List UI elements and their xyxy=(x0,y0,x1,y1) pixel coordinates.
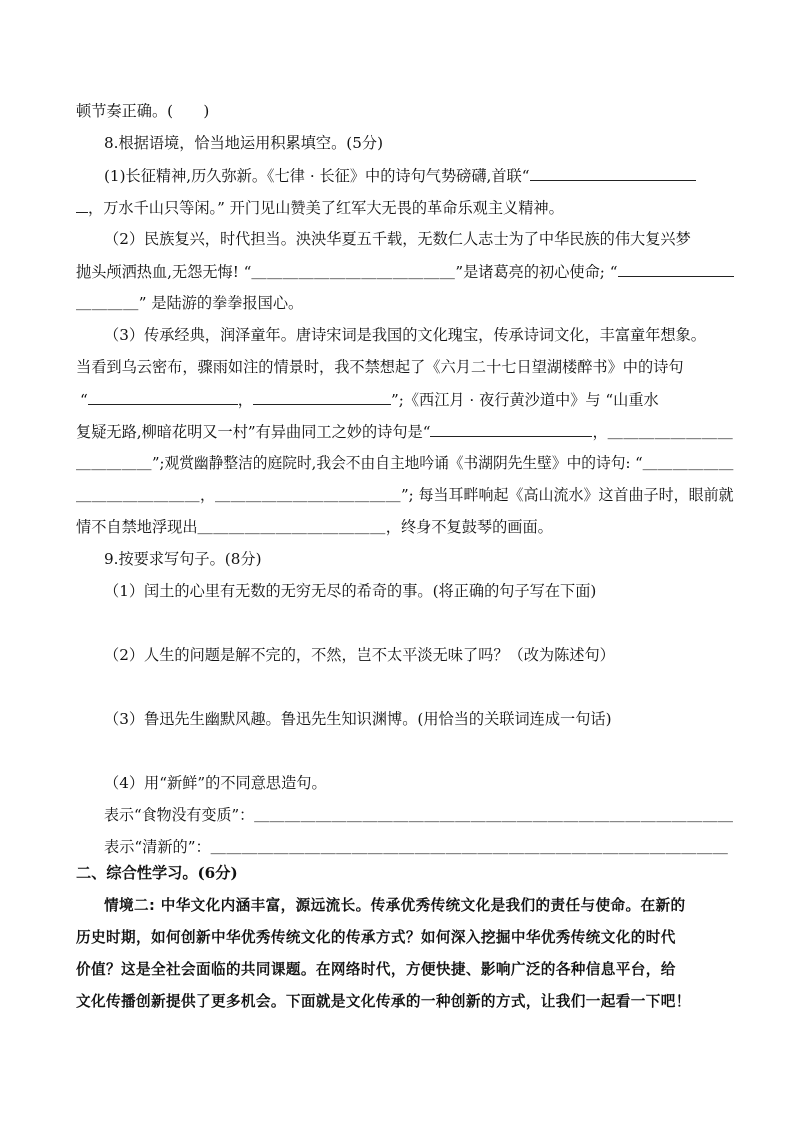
q8-s3-text-e1: ”;观赏幽静整洁的庭院时,我会不由自主地吟诵《书湖阴先生壁》中的诗句: “ xyxy=(152,454,643,472)
blank-dashes[interactable]: ＿＿＿＿＿＿＿＿＿＿＿＿ xyxy=(197,518,386,536)
q9-item-1: （1）闰土的心里有无数的无穷无尽的希奇的事。(将正确的句子写在下面) xyxy=(104,582,597,600)
q8-s3-line6 xyxy=(76,483,734,507)
blank-line[interactable] xyxy=(88,387,238,405)
situation-line-4: 文化传播创新提供了更多机会。下面就是文化传承的一种创新的方式，让我们一起看一下吧！ xyxy=(76,993,691,1010)
blank-dashes[interactable]: ＿＿＿＿＿＿＿＿＿＿＿＿＿＿＿＿＿＿＿＿＿＿＿＿＿＿＿＿＿＿＿ xyxy=(254,806,734,824)
blank-dashes[interactable]: ＿＿＿＿＿＿ xyxy=(642,454,734,472)
q8-s2-text-b2: ”是诸葛亮的初心使命; “ xyxy=(455,263,618,281)
blank-dashes[interactable]: ＿＿＿＿＿＿＿＿ xyxy=(607,423,734,441)
blank-dashes[interactable]: ＿＿＿＿＿＿＿＿ xyxy=(76,486,200,504)
q8-title: 8.根据语境，恰当地运用积累填空。(5分) xyxy=(104,134,384,152)
blank-line[interactable] xyxy=(253,387,391,405)
q8-s1-line1 xyxy=(104,163,696,188)
q8-s2-text-c: ” 是陆游的拳拳报国心。 xyxy=(138,294,304,312)
q9-title: 9.按要求写句子。(8分) xyxy=(104,550,262,568)
situation-line-2: 历史时期，如何创新中华优秀传统文化的传承方式？如何深入挖掘中华优秀传统文化的时代 xyxy=(76,929,676,946)
q9-item-4a-label: 表示“食物没有变质”： xyxy=(104,806,255,824)
q9-item-3: （3）鲁迅先生幽默风趣。鲁迅先生知识渊博。(用恰当的关联词连成一句话) xyxy=(104,710,612,728)
q8-s2-line2 xyxy=(76,259,734,284)
blank-line[interactable] xyxy=(76,195,88,213)
q9-item-2: （2）人生的问题是解不完的，不然，岂不太平淡无味了吗？（改为陈述句） xyxy=(104,646,615,664)
q8-s3-line2: 当看到乌云密布，骤雨如注的情景时，我不禁想起了《六月二十七日望湖楼醉书》中的诗句 xyxy=(76,358,684,376)
blank-dashes[interactable]: ＿＿＿＿＿＿＿＿＿＿＿＿＿ xyxy=(251,263,456,281)
q8-s1-text-b: ，万水千山只等闲。” 开门见山赞美了红军大无畏的革命乐观主义精神。 xyxy=(88,199,564,217)
blank-line[interactable] xyxy=(530,163,696,181)
q8-s2-line3 xyxy=(76,291,303,315)
situation-line-3: 价值？这是全社会面临的共同课题。在网络时代，方便快捷、影响广泛的各种信息平台，给 xyxy=(76,961,676,978)
q8-s3-line7 xyxy=(76,515,553,539)
q8-s3-line1: （3）传承经典，润泽童年。唐诗宋词是我国的文化瑰宝，传承诗词文化，丰富童年想象。 xyxy=(104,326,706,344)
blank-dashes[interactable]: ＿＿＿＿＿＿＿＿＿＿＿＿ xyxy=(214,486,401,504)
q8-s2-line1: （2）民族复兴，时代担当。泱泱华夏五千载，无数仁人志士为了中华民族的伟大复兴梦 xyxy=(104,230,691,248)
q8-s3-text-d1: 复疑无路,柳暗花明又一村”有异曲同工之妙的诗句是“ xyxy=(76,423,431,441)
q8-s3-line4 xyxy=(76,419,733,444)
section-2-title: 二、综合性学习。(6分) xyxy=(76,864,238,882)
q8-s3-text-g2: ，终身不复鼓琴的画面。 xyxy=(385,518,553,536)
q8-s3-text-c3: ”;《西江月 · 夜行黄沙道中》与 “山重水 xyxy=(390,391,659,409)
q8-s3-text-c2: ， xyxy=(237,391,253,409)
q8-s1-text-a: (1)长征精神,历久弥新。《七律 · 长征》中的诗句气势磅礴,首联“ xyxy=(104,167,530,185)
q8-s3-text-f1: ， xyxy=(199,486,215,504)
q9-item-4b-label: 表示“清新的”： xyxy=(104,838,211,856)
q9-item-4b xyxy=(104,835,728,859)
q8-s3-text-c1: “ xyxy=(80,391,88,409)
q8-s2-text-b1: 抛头颅洒热血,无怨无悔! “ xyxy=(76,263,252,281)
q9-item-4: （4）用“新鲜”的不同意思造句。 xyxy=(104,774,327,792)
q8-s3-line5 xyxy=(76,451,734,475)
q8-s3-text-d2: ， xyxy=(592,423,608,441)
situation-line-1: 情境二: 中华文化内涵丰富，源远流长。传承优秀传统文化是我们的责任与使命。在新的 xyxy=(104,897,686,914)
blank-line[interactable] xyxy=(618,259,734,277)
q8-s3-text-g1: 情不自禁地浮现出 xyxy=(76,518,198,536)
blank-line[interactable] xyxy=(430,419,592,437)
q8-s3-line3 xyxy=(80,387,659,412)
blank-dashes[interactable]: ＿＿＿＿＿＿＿＿＿＿＿＿＿＿＿＿＿＿＿＿＿＿＿＿＿＿＿＿＿＿＿＿＿ xyxy=(210,838,729,856)
blank-dashes[interactable]: ＿＿＿＿ xyxy=(76,294,139,312)
q7-tail: 顿节奏正确。( ) xyxy=(76,102,210,120)
q8-s1-line2 xyxy=(76,195,564,220)
q9-item-4a xyxy=(104,803,734,827)
blank-dashes[interactable]: ＿＿＿＿＿ xyxy=(76,454,153,472)
q8-s3-text-f2: ”; 每当耳畔响起《高山流水》这首曲子时，眼前就 xyxy=(400,486,734,504)
